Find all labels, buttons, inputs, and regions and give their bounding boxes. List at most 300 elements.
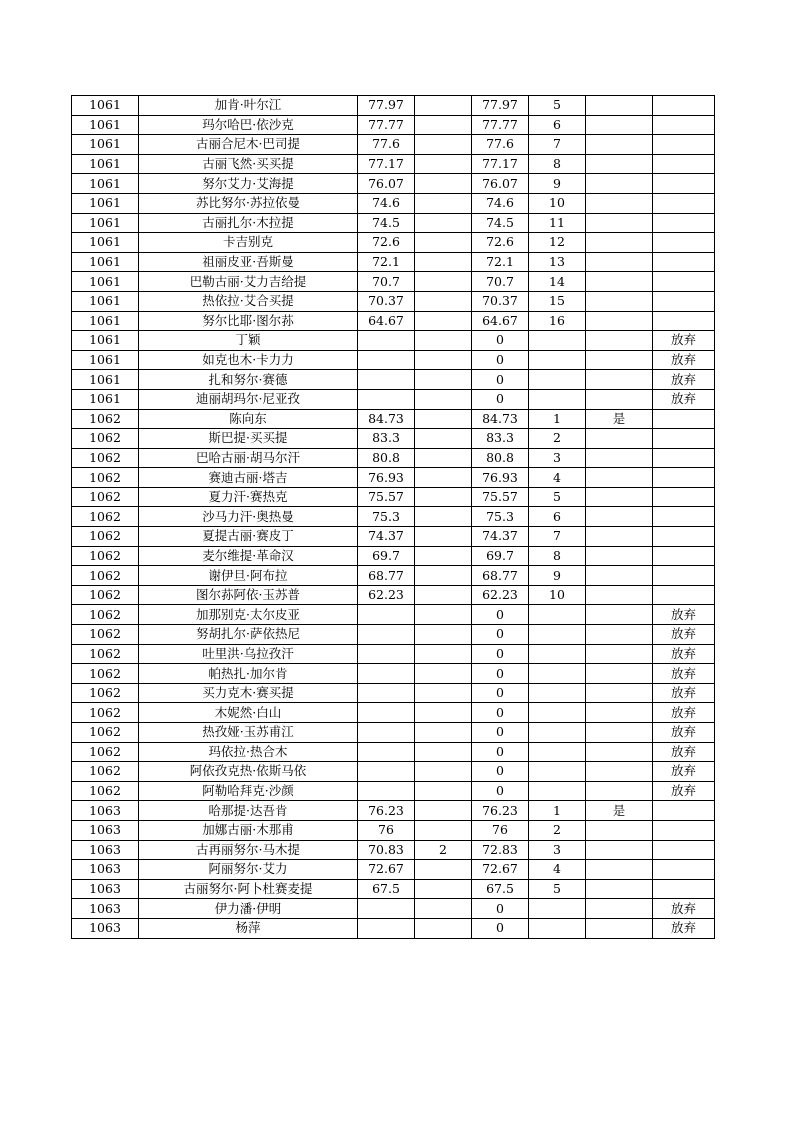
cell-remark — [653, 801, 715, 821]
table-row — [72, 448, 715, 468]
cell-bonus-points — [415, 781, 472, 801]
cell-bonus-points — [415, 213, 472, 233]
cell-rank: 4 — [529, 468, 586, 488]
cell-total-score: 80.8 — [472, 448, 529, 468]
cell-remark — [653, 507, 715, 527]
cell-remark — [653, 154, 715, 174]
cell-selected — [586, 781, 653, 801]
cell-remark — [653, 546, 715, 566]
cell-selected — [586, 820, 653, 840]
cell-candidate-name: 伊力潘·伊明 — [139, 899, 358, 919]
cell-position-code: 1061 — [72, 370, 139, 390]
table-row — [72, 429, 715, 449]
cell-position-code: 1061 — [72, 311, 139, 331]
cell-bonus-points — [415, 918, 472, 938]
cell-remark — [653, 566, 715, 586]
table-row — [72, 487, 715, 507]
cell-position-code: 1063 — [72, 801, 139, 821]
cell-rank — [529, 350, 586, 370]
cell-candidate-name: 古再丽努尔·马木提 — [139, 840, 358, 860]
table-row — [72, 899, 715, 919]
cell-total-score: 76 — [472, 820, 529, 840]
cell-score — [358, 683, 415, 703]
table-row — [72, 801, 715, 821]
cell-selected: 是 — [586, 409, 653, 429]
cell-bonus-points — [415, 507, 472, 527]
cell-rank: 8 — [529, 154, 586, 174]
cell-rank: 4 — [529, 860, 586, 880]
cell-position-code: 1062 — [72, 683, 139, 703]
table-row — [72, 135, 715, 155]
table-row — [72, 683, 715, 703]
cell-total-score: 76.23 — [472, 801, 529, 821]
cell-candidate-name: 夏提古丽·赛皮丁 — [139, 527, 358, 547]
cell-candidate-name: 哈那提·达吾肯 — [139, 801, 358, 821]
cell-candidate-name: 吐里洪·乌拉孜汗 — [139, 644, 358, 664]
cell-selected — [586, 762, 653, 782]
cell-remark: 放弃 — [653, 644, 715, 664]
cell-total-score: 69.7 — [472, 546, 529, 566]
cell-selected — [586, 135, 653, 155]
cell-candidate-name: 麦尔维提·革命汉 — [139, 546, 358, 566]
cell-total-score: 70.37 — [472, 291, 529, 311]
cell-position-code: 1062 — [72, 409, 139, 429]
cell-selected — [586, 860, 653, 880]
cell-total-score: 0 — [472, 370, 529, 390]
table-row — [72, 154, 715, 174]
cell-rank: 13 — [529, 252, 586, 272]
cell-position-code: 1061 — [72, 291, 139, 311]
cell-selected — [586, 546, 653, 566]
cell-bonus-points — [415, 703, 472, 723]
cell-position-code: 1061 — [72, 272, 139, 292]
cell-total-score: 76.93 — [472, 468, 529, 488]
cell-candidate-name: 赛迪古丽·塔吉 — [139, 468, 358, 488]
cell-candidate-name: 巴哈古丽·胡马尔汗 — [139, 448, 358, 468]
cell-score — [358, 918, 415, 938]
cell-bonus-points — [415, 115, 472, 135]
cell-rank — [529, 605, 586, 625]
cell-score: 75.3 — [358, 507, 415, 527]
cell-position-code: 1061 — [72, 389, 139, 409]
cell-rank — [529, 625, 586, 645]
cell-total-score: 75.3 — [472, 507, 529, 527]
cell-rank — [529, 703, 586, 723]
cell-rank: 2 — [529, 429, 586, 449]
cell-bonus-points — [415, 723, 472, 743]
cell-bonus-points — [415, 135, 472, 155]
cell-candidate-name: 热依拉·艾合买提 — [139, 291, 358, 311]
cell-score: 75.57 — [358, 487, 415, 507]
cell-total-score: 75.57 — [472, 487, 529, 507]
cell-score: 62.23 — [358, 585, 415, 605]
cell-total-score: 0 — [472, 683, 529, 703]
cell-position-code: 1062 — [72, 664, 139, 684]
cell-score: 77.6 — [358, 135, 415, 155]
cell-remark — [653, 272, 715, 292]
cell-rank: 14 — [529, 272, 586, 292]
cell-bonus-points — [415, 644, 472, 664]
cell-candidate-name: 苏比努尔·苏拉依曼 — [139, 193, 358, 213]
cell-candidate-name: 加那别克·太尔皮亚 — [139, 605, 358, 625]
cell-selected — [586, 96, 653, 116]
cell-total-score: 62.23 — [472, 585, 529, 605]
cell-rank: 3 — [529, 840, 586, 860]
cell-score: 72.67 — [358, 860, 415, 880]
cell-selected — [586, 193, 653, 213]
cell-position-code: 1063 — [72, 879, 139, 899]
table-row — [72, 252, 715, 272]
cell-selected — [586, 742, 653, 762]
cell-position-code: 1062 — [72, 448, 139, 468]
cell-rank: 11 — [529, 213, 586, 233]
cell-total-score: 0 — [472, 644, 529, 664]
cell-score: 68.77 — [358, 566, 415, 586]
cell-selected — [586, 664, 653, 684]
cell-score: 72.6 — [358, 233, 415, 253]
cell-candidate-name: 木妮然·白山 — [139, 703, 358, 723]
cell-position-code: 1063 — [72, 840, 139, 860]
cell-bonus-points — [415, 350, 472, 370]
cell-position-code: 1062 — [72, 507, 139, 527]
cell-bonus-points — [415, 762, 472, 782]
cell-remark — [653, 409, 715, 429]
cell-position-code: 1062 — [72, 527, 139, 547]
cell-rank: 8 — [529, 546, 586, 566]
table-row — [72, 860, 715, 880]
cell-total-score: 72.83 — [472, 840, 529, 860]
table-row — [72, 879, 715, 899]
cell-rank — [529, 781, 586, 801]
cell-rank: 5 — [529, 487, 586, 507]
cell-score — [358, 742, 415, 762]
cell-rank — [529, 644, 586, 664]
cell-score: 76.93 — [358, 468, 415, 488]
cell-total-score: 74.6 — [472, 193, 529, 213]
cell-candidate-name: 古丽飞然·买买提 — [139, 154, 358, 174]
cell-rank: 10 — [529, 585, 586, 605]
cell-score: 74.5 — [358, 213, 415, 233]
cell-bonus-points — [415, 879, 472, 899]
cell-candidate-name: 努尔比耶·图尔荪 — [139, 311, 358, 331]
cell-bonus-points — [415, 389, 472, 409]
cell-score: 72.1 — [358, 252, 415, 272]
cell-total-score: 72.6 — [472, 233, 529, 253]
cell-selected — [586, 703, 653, 723]
cell-total-score: 68.77 — [472, 566, 529, 586]
cell-score — [358, 350, 415, 370]
cell-remark: 放弃 — [653, 918, 715, 938]
cell-total-score: 0 — [472, 703, 529, 723]
cell-candidate-name: 谢伊旦·阿布拉 — [139, 566, 358, 586]
cell-remark — [653, 585, 715, 605]
cell-score: 74.37 — [358, 527, 415, 547]
cell-rank: 5 — [529, 879, 586, 899]
cell-rank — [529, 331, 586, 351]
cell-remark: 放弃 — [653, 331, 715, 351]
table-row — [72, 605, 715, 625]
cell-score: 69.7 — [358, 546, 415, 566]
cell-bonus-points — [415, 899, 472, 919]
table-row — [72, 96, 715, 116]
cell-candidate-name: 巴勒古丽·艾力吉给提 — [139, 272, 358, 292]
cell-score: 74.6 — [358, 193, 415, 213]
cell-remark — [653, 213, 715, 233]
cell-score — [358, 331, 415, 351]
cell-position-code: 1061 — [72, 154, 139, 174]
cell-rank — [529, 683, 586, 703]
cell-position-code: 1062 — [72, 781, 139, 801]
cell-rank: 9 — [529, 566, 586, 586]
cell-total-score: 76.07 — [472, 174, 529, 194]
cell-candidate-name: 玛尔哈巴·依沙克 — [139, 115, 358, 135]
cell-position-code: 1063 — [72, 820, 139, 840]
cell-bonus-points — [415, 193, 472, 213]
cell-selected — [586, 252, 653, 272]
cell-score — [358, 644, 415, 664]
table-row — [72, 115, 715, 135]
cell-bonus-points — [415, 742, 472, 762]
cell-selected — [586, 174, 653, 194]
cell-position-code: 1063 — [72, 918, 139, 938]
cell-selected — [586, 527, 653, 547]
cell-position-code: 1062 — [72, 429, 139, 449]
cell-remark — [653, 233, 715, 253]
cell-rank: 2 — [529, 820, 586, 840]
cell-position-code: 1061 — [72, 331, 139, 351]
table-row — [72, 193, 715, 213]
cell-remark: 放弃 — [653, 625, 715, 645]
cell-position-code: 1062 — [72, 546, 139, 566]
cell-total-score: 74.5 — [472, 213, 529, 233]
cell-remark: 放弃 — [653, 703, 715, 723]
table-row — [72, 507, 715, 527]
cell-score — [358, 605, 415, 625]
cell-candidate-name: 沙马力汗·奥热曼 — [139, 507, 358, 527]
cell-selected — [586, 918, 653, 938]
cell-selected — [586, 350, 653, 370]
cell-rank — [529, 723, 586, 743]
cell-total-score: 77.97 — [472, 96, 529, 116]
cell-bonus-points — [415, 527, 472, 547]
cell-position-code: 1062 — [72, 585, 139, 605]
cell-score: 80.8 — [358, 448, 415, 468]
cell-candidate-name: 古丽扎尔·木拉提 — [139, 213, 358, 233]
cell-position-code: 1062 — [72, 625, 139, 645]
table-row — [72, 291, 715, 311]
cell-candidate-name: 古丽合尼木·巴司提 — [139, 135, 358, 155]
cell-remark — [653, 311, 715, 331]
cell-remark: 放弃 — [653, 899, 715, 919]
cell-position-code: 1061 — [72, 233, 139, 253]
cell-rank: 15 — [529, 291, 586, 311]
cell-candidate-name: 古丽努尔·阿卜杜赛麦提 — [139, 879, 358, 899]
cell-total-score: 72.67 — [472, 860, 529, 880]
table-row — [72, 762, 715, 782]
cell-score: 76 — [358, 820, 415, 840]
table-row — [72, 213, 715, 233]
cell-remark — [653, 820, 715, 840]
cell-remark — [653, 879, 715, 899]
cell-total-score: 83.3 — [472, 429, 529, 449]
cell-candidate-name: 扎和努尔·赛德 — [139, 370, 358, 390]
cell-remark — [653, 487, 715, 507]
cell-candidate-name: 买力克木·赛买提 — [139, 683, 358, 703]
table-row — [72, 409, 715, 429]
cell-selected — [586, 585, 653, 605]
cell-bonus-points — [415, 664, 472, 684]
cell-candidate-name: 祖丽皮亚·吾斯曼 — [139, 252, 358, 272]
cell-total-score: 77.77 — [472, 115, 529, 135]
cell-position-code: 1061 — [72, 213, 139, 233]
cell-score — [358, 389, 415, 409]
cell-remark — [653, 527, 715, 547]
table-row — [72, 918, 715, 938]
cell-bonus-points — [415, 154, 472, 174]
cell-total-score: 0 — [472, 742, 529, 762]
cell-total-score: 0 — [472, 625, 529, 645]
cell-remark: 放弃 — [653, 389, 715, 409]
table-row — [72, 350, 715, 370]
cell-total-score: 0 — [472, 781, 529, 801]
cell-candidate-name: 努胡扎尔·萨依热尼 — [139, 625, 358, 645]
cell-rank — [529, 370, 586, 390]
cell-bonus-points — [415, 252, 472, 272]
cell-selected — [586, 487, 653, 507]
cell-score: 77.97 — [358, 96, 415, 116]
cell-score — [358, 664, 415, 684]
cell-selected — [586, 683, 653, 703]
cell-remark: 放弃 — [653, 350, 715, 370]
table-row — [72, 585, 715, 605]
cell-total-score: 0 — [472, 605, 529, 625]
cell-score — [358, 703, 415, 723]
cell-rank: 1 — [529, 409, 586, 429]
table-row — [72, 820, 715, 840]
table-row — [72, 272, 715, 292]
cell-selected — [586, 566, 653, 586]
cell-bonus-points — [415, 860, 472, 880]
cell-total-score: 0 — [472, 350, 529, 370]
table-row — [72, 389, 715, 409]
cell-bonus-points — [415, 370, 472, 390]
cell-bonus-points — [415, 820, 472, 840]
cell-rank: 6 — [529, 115, 586, 135]
cell-score: 64.67 — [358, 311, 415, 331]
cell-position-code: 1062 — [72, 703, 139, 723]
cell-remark — [653, 193, 715, 213]
cell-remark — [653, 468, 715, 488]
cell-rank — [529, 899, 586, 919]
cell-selected — [586, 291, 653, 311]
cell-bonus-points — [415, 429, 472, 449]
cell-score: 83.3 — [358, 429, 415, 449]
cell-total-score: 74.37 — [472, 527, 529, 547]
cell-candidate-name: 加娜古丽·木那甫 — [139, 820, 358, 840]
cell-selected — [586, 311, 653, 331]
cell-score — [358, 370, 415, 390]
cell-position-code: 1061 — [72, 96, 139, 116]
cell-bonus-points — [415, 585, 472, 605]
cell-bonus-points — [415, 233, 472, 253]
cell-bonus-points — [415, 291, 472, 311]
cell-score — [358, 899, 415, 919]
cell-position-code: 1061 — [72, 174, 139, 194]
cell-candidate-name: 丁颖 — [139, 331, 358, 351]
cell-selected — [586, 448, 653, 468]
cell-bonus-points — [415, 566, 472, 586]
cell-rank: 5 — [529, 96, 586, 116]
cell-selected — [586, 154, 653, 174]
cell-rank: 7 — [529, 135, 586, 155]
cell-selected — [586, 468, 653, 488]
cell-total-score: 0 — [472, 664, 529, 684]
cell-remark — [653, 174, 715, 194]
cell-score: 70.83 — [358, 840, 415, 860]
cell-candidate-name: 杨萍 — [139, 918, 358, 938]
cell-rank: 1 — [529, 801, 586, 821]
cell-remark — [653, 96, 715, 116]
cell-remark — [653, 860, 715, 880]
table-row — [72, 527, 715, 547]
cell-candidate-name: 努尔艾力·艾海提 — [139, 174, 358, 194]
cell-rank — [529, 742, 586, 762]
table-row — [72, 703, 715, 723]
cell-candidate-name: 陈向东 — [139, 409, 358, 429]
cell-selected — [586, 723, 653, 743]
cell-position-code: 1062 — [72, 487, 139, 507]
cell-candidate-name: 迪丽胡玛尔·尼亚孜 — [139, 389, 358, 409]
cell-position-code: 1062 — [72, 644, 139, 664]
cell-total-score: 72.1 — [472, 252, 529, 272]
table-row — [72, 233, 715, 253]
cell-position-code: 1063 — [72, 860, 139, 880]
cell-selected — [586, 429, 653, 449]
cell-selected — [586, 213, 653, 233]
cell-score — [358, 625, 415, 645]
cell-total-score: 77.17 — [472, 154, 529, 174]
cell-bonus-points — [415, 272, 472, 292]
table-row — [72, 370, 715, 390]
cell-candidate-name: 热孜娅·玉苏甫江 — [139, 723, 358, 743]
cell-score: 67.5 — [358, 879, 415, 899]
cell-bonus-points — [415, 409, 472, 429]
table-body — [72, 96, 715, 939]
cell-total-score: 67.5 — [472, 879, 529, 899]
cell-candidate-name: 阿勒哈拜克·沙颜 — [139, 781, 358, 801]
cell-position-code: 1062 — [72, 723, 139, 743]
cell-position-code: 1062 — [72, 762, 139, 782]
cell-bonus-points — [415, 96, 472, 116]
cell-score: 76.23 — [358, 801, 415, 821]
score-table — [71, 95, 715, 939]
cell-rank — [529, 918, 586, 938]
cell-remark: 放弃 — [653, 664, 715, 684]
cell-remark: 放弃 — [653, 762, 715, 782]
cell-selected — [586, 331, 653, 351]
cell-selected — [586, 605, 653, 625]
cell-selected — [586, 879, 653, 899]
cell-bonus-points — [415, 546, 472, 566]
cell-total-score: 0 — [472, 762, 529, 782]
cell-rank: 7 — [529, 527, 586, 547]
cell-total-score: 77.6 — [472, 135, 529, 155]
cell-bonus-points — [415, 625, 472, 645]
cell-selected: 是 — [586, 801, 653, 821]
cell-candidate-name: 卡吉别克 — [139, 233, 358, 253]
cell-position-code: 1061 — [72, 193, 139, 213]
cell-selected — [586, 899, 653, 919]
